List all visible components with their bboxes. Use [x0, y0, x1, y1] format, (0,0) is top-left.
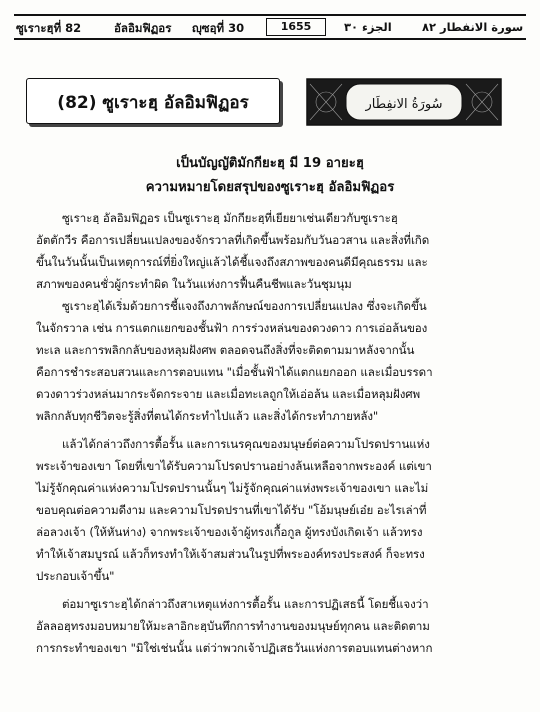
body-line: ล่อลวงเจ้า (ให้หันห่าง) จากพระเจ้าของเจ้าผู้ทรงเกื้อกูล ผู้ทรงบังเกิดเจ้า แล้วทรง: [36, 525, 423, 539]
header-surah-number: ซูเราะฮฺที่ 82: [16, 21, 82, 35]
body-line: ทะเล และการพลิกกลับของหลุมฝังศพ ตลอดจนถึงสิ่งที่จะติดตามมาหลังจากนั้น: [36, 343, 415, 357]
body-line: ซูเราะฮฺได้เริ่มด้วยการชี้แจงถึงภาพลักษณ์ของการเปลี่ยนแปลง ซึ่งจะเกิดขึ้น: [62, 299, 427, 313]
header-surah-arabic: سورة الانفطار ٨٢: [422, 20, 524, 34]
header-juz-arabic: الجزء ٣٠: [344, 20, 392, 34]
surah-title: (82) ซูเราะฮฺ อัลอิมฟิฏอร: [57, 93, 249, 113]
summary-heading: ความหมายโดยสรุปของซูเราะฮฺ อัลอิมฟิฏอร: [145, 180, 395, 195]
body-line: สภาพของคนชั่วผู้กระทำผิด ในวันแห่งการฟื้นคืนชีพและวันชุมนุม: [36, 277, 352, 291]
surah-title-row: [26, 78, 516, 126]
body-line: พระเจ้าของเขา โดยที่เขาได้รับความโปรดปรานอย่างล้นเหลือจากพระองค์ แต่เขา: [36, 459, 432, 473]
body-line: การกระทำของเขา "มิใช่เช่นนั้น แต่ว่าพวกเจ้าปฏิเสธวันแห่งการตอบแทนต่างหาก: [36, 641, 433, 655]
body-line: แล้วได้กล่าวถึงการตื้อรั้น และการเนรคุณของมนุษย์ต่อความโปรดปรานแห่ง: [62, 437, 430, 451]
body-line: ประกอบเจ้าขึ้น": [36, 569, 115, 583]
body-line: ทำให้เจ้าสมบูรณ์ แล้วก็ทรงทำให้เจ้าสมส่วนในรูปที่พระองค์ทรงประสงค์ ก็จะทรง: [36, 547, 425, 561]
header-juz: ญุซอฺที่ 30: [192, 21, 245, 35]
surah-emblem: [306, 78, 502, 126]
body-line: พลิกกลับทุกชีวิตจะรู้สิ่งที่ตนได้กระทำไปแล้ว และสิ่งได้กระทำภายหลัง": [36, 409, 379, 423]
body-line: ซูเราะฮฺ อัลอิมฟิฏอร เป็นซูเราะฮฺ มักกียะฮฺที่เยียยาเช่นเดียวกับซูเราะฮฺ: [62, 211, 398, 225]
body-line: อัลลอฮฺทรงมอบหมายให้มะลาอิกะฮฺบันทึกการทำงานของมนุษย์ทุกคน และติดตาม: [36, 619, 430, 633]
body-line: อัตตักวีร คือการเปลี่ยนแปลงของจักรวาลที่เกิดขึ้นพร้อมกับวันอวสาน และสิ่งที่เกิด: [36, 233, 430, 247]
body-line: ขึ้นในวันนั้นเป็นเหตุการณ์ที่ยิ่งใหญ่แล้วได้ชี้แจงถึงสภาพของคนดีมีคุณธรรม และ: [36, 255, 428, 269]
body-line: ขอบคุณต่อความดีงาม และความโปรดปรานที่เขาได้รับ "โอ้มนุษย์เอ๋ย อะไรเล่าที่: [36, 503, 427, 517]
running-header: [14, 14, 526, 40]
emblem-text: سُورَةُ الانفِطَار: [365, 97, 443, 112]
body-line: ไม่รู้จักคุณค่าแห่งความโปรดปรานนั้นๆ ไม่รู้จักคุณค่าแห่งพระเจ้าของเขา และไม่: [36, 481, 429, 495]
body-line: ดวงดาวร่วงหล่นมากระจัดกระจาย และเมื่อทะเลถูกให้เอ่อล้น และเมื่อหลุมฝังศพ: [36, 387, 421, 401]
page-number: 1655: [266, 18, 326, 36]
surah-title-box: [26, 78, 280, 124]
body-line: ต่อมาซูเราะฮฺได้กล่าวถึงสาเหตุแห่งการตื้อรั้น และการปฏิเสธนี้ โดยชี้แจงว่า: [62, 597, 429, 611]
body-line: คือการชำระสอบสวนและการตอบแทน "เมื่อชั้นฟ้าได้แตกแยกออก และเมื่อบรรดา: [36, 365, 433, 379]
body-line: ในจักรวาล เช่น การแตกแยกของชั้นฟ้า การร่วงหล่นของดวงดาว การเอ่อล้นของ: [36, 321, 428, 335]
revelation-note: เป็นบัญญัติมักกียะฮฺ มี 19 อายะฮฺ: [176, 156, 364, 171]
header-surah-name: อัลอิมฟิฏอร: [114, 21, 172, 35]
